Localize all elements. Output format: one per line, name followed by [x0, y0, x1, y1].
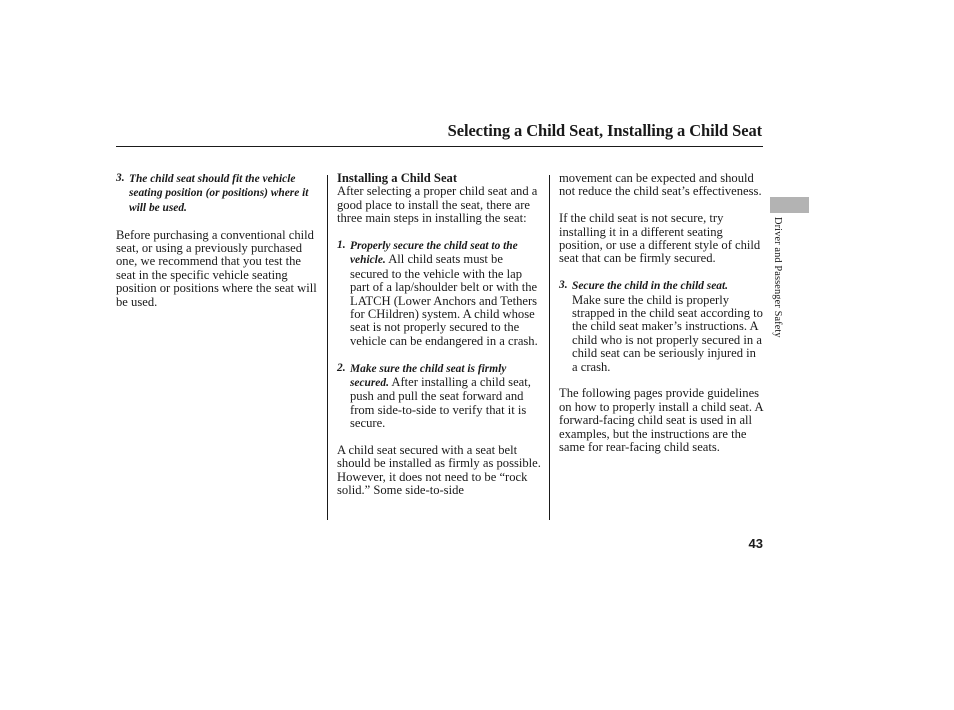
step-3-number: 3.	[116, 172, 125, 184]
column-divider-2	[549, 175, 550, 520]
step-2	[337, 362, 543, 431]
step-1	[337, 239, 543, 348]
intro-paragraph: After selecting a proper child seat and a good place to install the seat, there are three main steps in installing the seat:	[337, 184, 538, 226]
not-secure-paragraph: If the child seat is not secure, try installing it in a different seating position, or use a different style of child seat that can be firmly secured.	[559, 211, 761, 266]
step-2-heading: Make sure the child seat is firmly secured.	[350, 362, 507, 390]
column-3	[559, 172, 764, 454]
section-heading: Installing a Child Seat	[337, 171, 458, 185]
step-3b-number: 3.	[559, 279, 568, 292]
step-2-number: 2.	[337, 361, 346, 374]
step-3-heading: The child seat should fit the vehicle seating position (or positions) where it will be used.	[129, 173, 309, 214]
step-3	[559, 279, 764, 374]
section-tab-marker	[770, 197, 809, 213]
column-1	[116, 172, 322, 309]
step-3b-body: Make sure the child is properly strapped in the child seat according to the child seat maker’s instructions. A child who is not properly secured in a child seat can be seriously injured in a crash.	[572, 292, 763, 374]
step-1-heading: Properly secure the child seat to the vehicle.	[350, 240, 518, 267]
step-2-body: After installing a child seat, push and pull the seat forward and from side-to-side to verify that it is secure.	[350, 375, 531, 431]
page-number: 43	[748, 536, 763, 551]
movement-paragraph: movement can be expected and should not reduce the child seat’s effectiveness.	[559, 171, 762, 199]
section-side-label: Driver and Passenger Safety	[772, 217, 783, 338]
step-3-note	[116, 172, 322, 215]
purchase-advice-paragraph: Before purchasing a conventional child seat, or using a previously purchased one, we recommend that you test the seat in the specific vehicle seating position or positions where the seat will be used.	[116, 227, 317, 309]
guidelines-paragraph: The following pages provide guidelines on how to properly install a child seat. A forward-facing child seat is used in all examples, but the instructions are the same for rear-facing child seats.	[559, 386, 763, 455]
title-divider	[116, 146, 763, 147]
step-1-body: All child seats must be secured to the vehicle with the lap part of a lap/shoulder belt or with the LATCH (Lower Anchors and Tethers for CHildren) system. A child whose seat is not properly secured to the vehicle can be endangered in a crash.	[350, 252, 538, 348]
step-3b-heading: Secure the child in the child seat.	[572, 280, 728, 293]
column-2	[337, 172, 543, 498]
seat-belt-paragraph: A child seat secured with a seat belt should be installed as firmly as possible. However, it does not need to be “rock solid.” Some side-to-side	[337, 443, 541, 498]
step-1-number: 1.	[337, 239, 346, 252]
column-divider-1	[327, 175, 328, 520]
page-title: Selecting a Child Seat, Installing a Child Seat	[447, 121, 762, 140]
